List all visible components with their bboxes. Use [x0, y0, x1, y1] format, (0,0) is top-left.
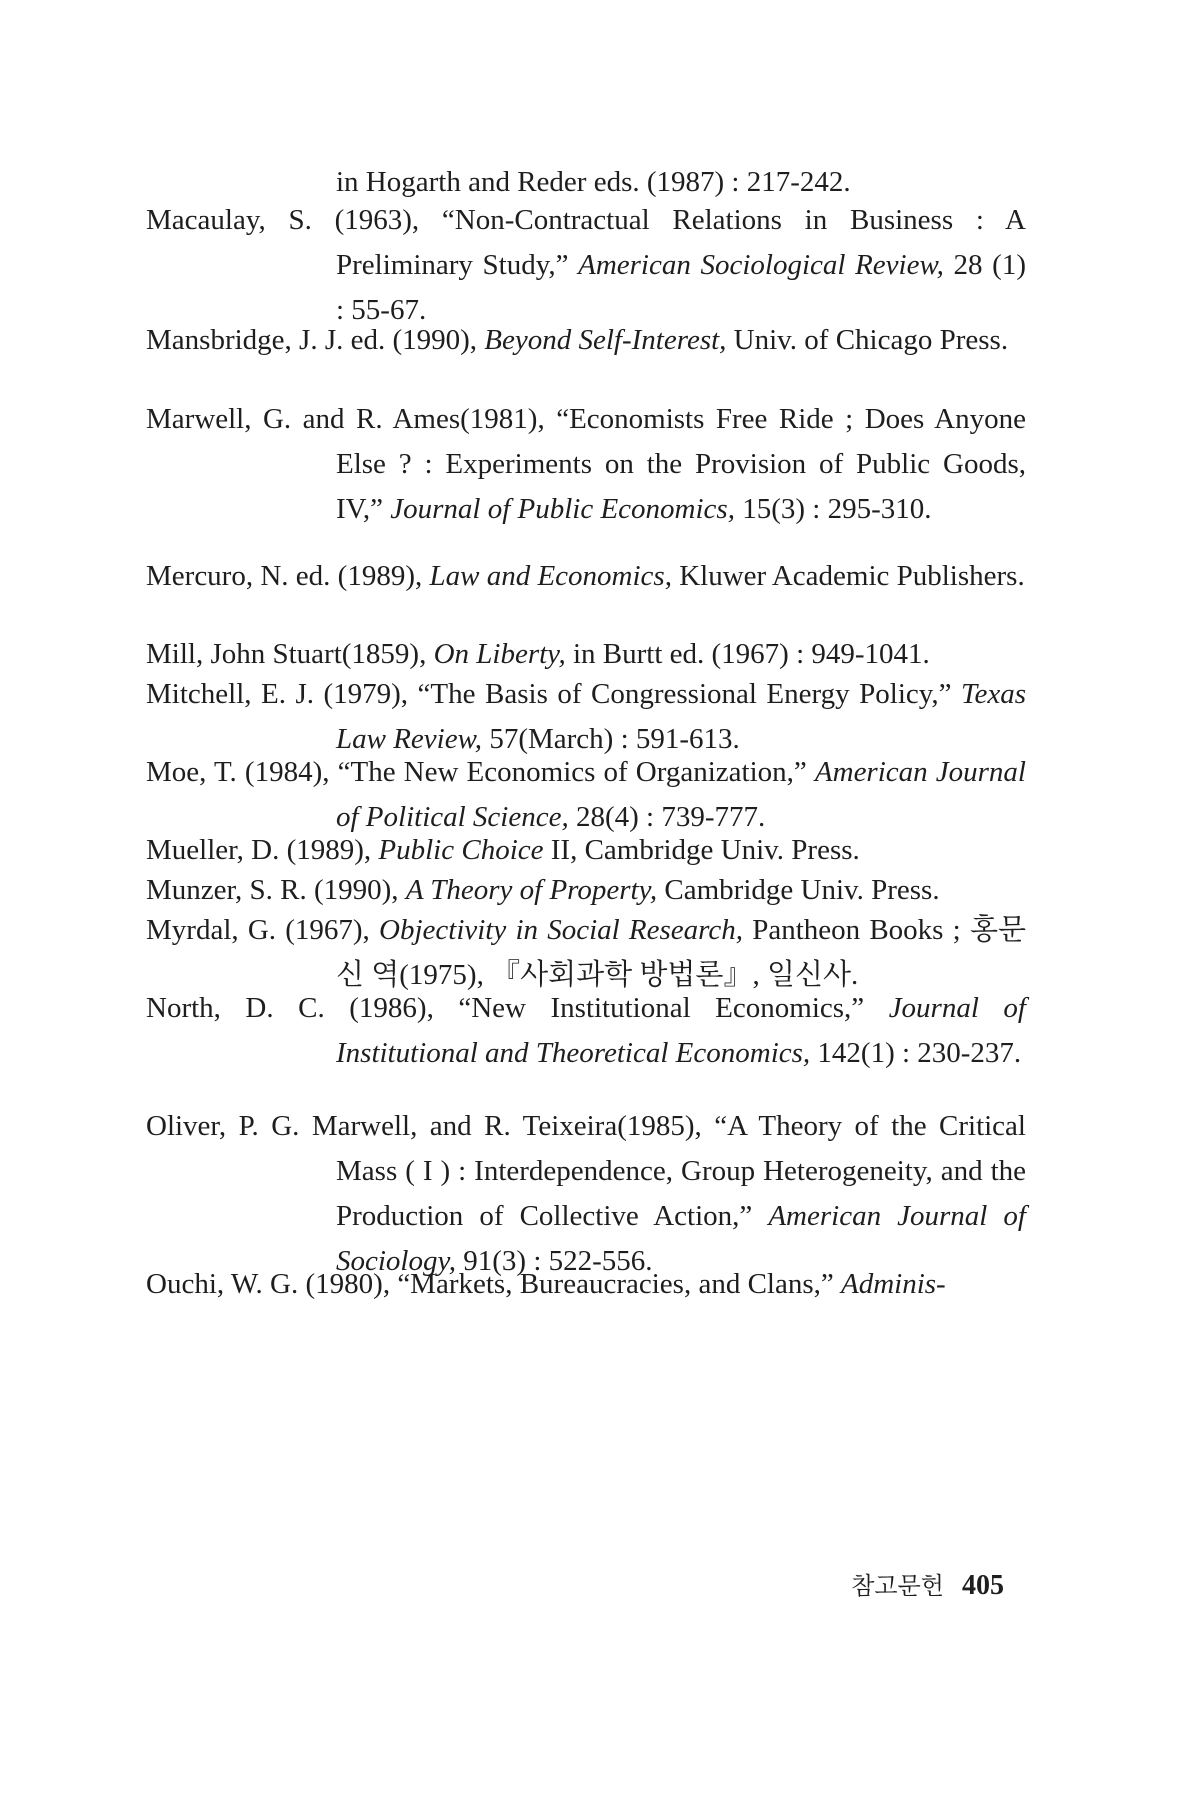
reference-text: Cambridge Univ. Press. [657, 874, 940, 906]
reference-text: in Hogarth and Reder eds. (1987) : 217-242. [336, 166, 851, 198]
reference-text: 91(3) : 522-556. [456, 1245, 653, 1277]
reference-title: Journal of Institutional and Theoretical Economics, [336, 992, 1026, 1069]
reference-text: Ouchi, W. G. (1980), “Markets, Bureaucracies, and Clans,” [146, 1268, 841, 1300]
reference-text: 15(3) : 295-310. [734, 493, 932, 525]
reference-entry [146, 868, 1026, 913]
reference-text: North, D. C. (1986), “New Institutional Economics,” [146, 992, 889, 1024]
reference-entry [146, 908, 1026, 998]
reference-title: Objectivity in Social Research, [379, 914, 743, 946]
reference-title: Beyond Self-Interest, [484, 324, 727, 356]
reference-entry [146, 1104, 1026, 1284]
reference-entry [146, 828, 1026, 873]
reference-text: Kluwer Academic Publishers. [671, 560, 1025, 592]
reference-text: Myrdal, G. (1967), [146, 914, 380, 946]
reference-text: in Burtt ed. (1967) : 949-1041. [565, 638, 930, 670]
reference-title: A Theory of Property, [405, 874, 658, 906]
page-footer [851, 1566, 1004, 1602]
reference-text: Macaulay, S. (1963), “Non-Contractual Relations in Business : A Preliminary Study,” [146, 204, 1026, 281]
reference-text: Marwell, G. and R. Ames(1981), “Economists Free Ride ; Does Anyone Else ? : Experiments on the Provision of Public Goods, IV,” [146, 403, 1026, 525]
reference-text: 57(March) : 591-613. [482, 723, 740, 755]
running-footer-label: 참고문헌 [851, 1572, 944, 1600]
reference-title: Public Choice [378, 834, 544, 866]
reference-title: On Liberty, [433, 638, 566, 670]
reference-title: American Journal of Sociology, [336, 1200, 1026, 1277]
reference-text: Mill, John Stuart(1859), [146, 638, 434, 670]
reference-text: Moe, T. (1984), “The New Economics of Organization,” [146, 756, 815, 788]
reference-entry [146, 397, 1026, 532]
reference-title: Texas Law Review, [336, 678, 1026, 755]
reference-entry [146, 750, 1026, 840]
reference-entry [146, 986, 1026, 1076]
reference-title: Adminis- [841, 1268, 946, 1300]
reference-text: Univ. of Chicago Press. [726, 324, 1009, 356]
reference-title: American Journal of Political Science, [336, 756, 1026, 833]
reference-entry [146, 318, 1026, 363]
reference-title: American Sociological Review, [578, 249, 944, 281]
reference-text: 28 (1) : 55-67. [336, 249, 1026, 326]
reference-text: II, Cambridge Univ. Press. [543, 834, 860, 866]
reference-text: Mercuro, N. ed. (1989), [146, 560, 430, 592]
reference-entry [146, 672, 1026, 762]
reference-text: Mitchell, E. J. (1979), “The Basis of Congressional Energy Policy,” [146, 678, 961, 710]
reference-entry [146, 554, 1026, 599]
reference-entry [146, 198, 1026, 333]
reference-text: Oliver, P. G. Marwell, and R. Teixeira(1985), “A Theory of the Critical Mass ( I ) : Interdependence, Group Heterogeneity, and the Production of Collective Action,” [146, 1110, 1026, 1232]
reference-text: Mansbridge, J. J. ed. (1990), [146, 324, 485, 356]
reference-text: Mueller, D. (1989), [146, 834, 379, 866]
reference-text: 142(1) : 230-237. [810, 1037, 1022, 1069]
reference-entry [146, 632, 1026, 677]
reference-entry [146, 1262, 1026, 1307]
reference-title: Law and Economics, [429, 560, 672, 592]
reference-text: Pantheon Books ; 홍문신 역(1975), 『사회과학 방법론』, 일신사. [336, 914, 1026, 991]
reference-title: Journal of Public Economics, [390, 493, 735, 525]
reference-text: Munzer, S. R. (1990), [146, 874, 406, 906]
reference-text: 28(4) : 739-777. [568, 801, 766, 833]
page-number: 405 [962, 1570, 1004, 1601]
